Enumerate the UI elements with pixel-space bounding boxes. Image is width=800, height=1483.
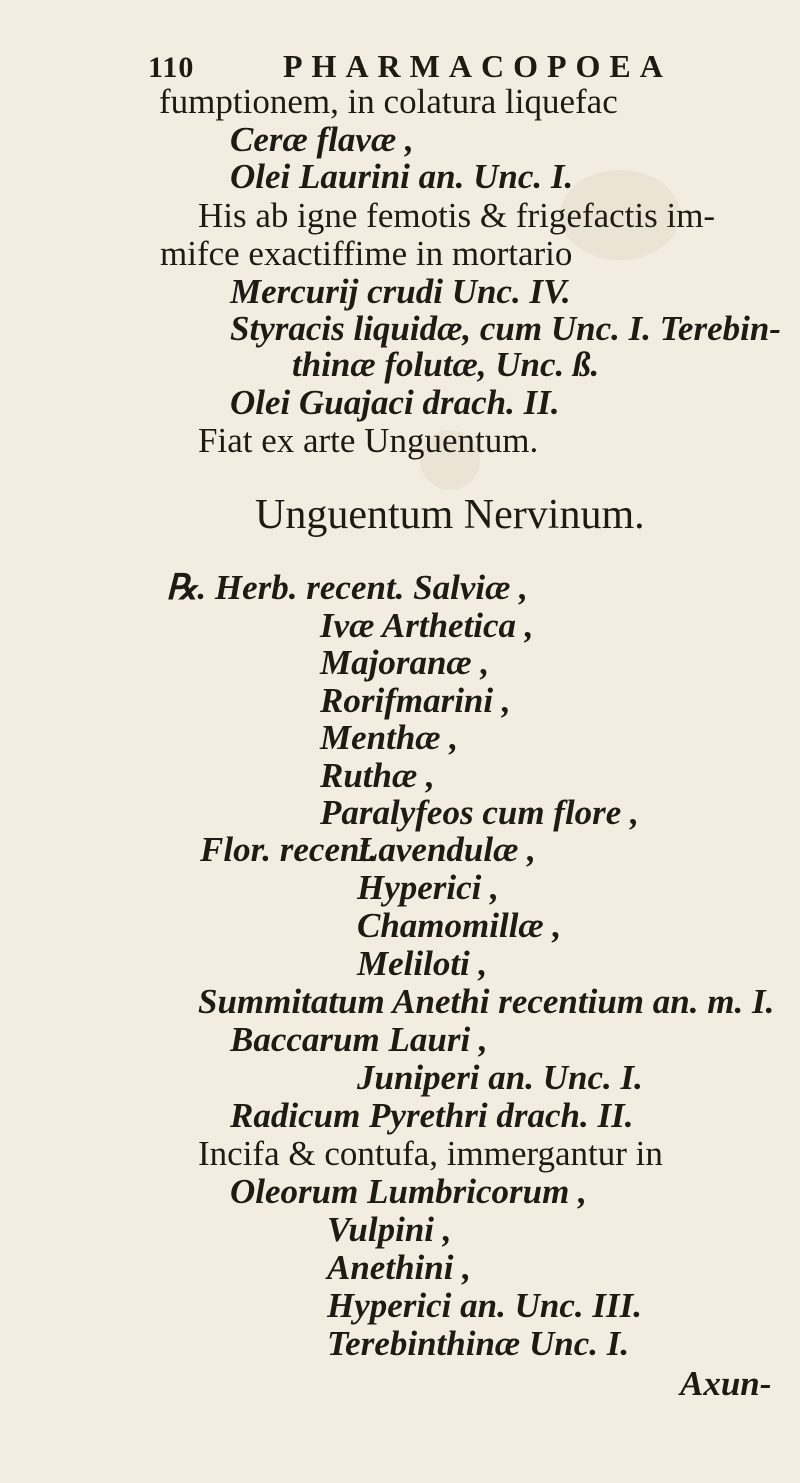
recipe-line: Terebinthinæ Unc. I. [327,1324,630,1363]
recipe-line: Incifa & contufa, immergantur in [198,1134,663,1173]
recipe-line: Juniperi an. Unc. I. [357,1058,643,1097]
recipe-line: ℞. Herb. recent. Salviæ , [166,568,528,607]
text-line: Ceræ flavæ , [230,120,414,159]
recipe-line: Ivæ Arthetica , [320,606,534,645]
recipe-line: Paralyfeos cum flore , [320,793,639,832]
running-title: PHARMACOPOEA [283,48,672,84]
recipe-line: Radicum Pyrethri drach. II. [230,1096,634,1135]
recipe-line: Baccarum Lauri , [230,1020,488,1059]
recipe-line: Rorifmarini , [320,681,511,720]
text-line: Olei Guajaci drach. II. [230,383,560,422]
recipe-line: Oleorum Lumbricorum , [230,1172,587,1211]
recipe-line: Anethini , [327,1248,471,1287]
recipe-line: Ruthæ , [320,756,435,795]
catchword: Axun- [680,1364,772,1403]
recipe-line: Majoranæ , [320,643,490,682]
recipe-line: Menthæ , [320,718,459,757]
text-line: fumptionem, in colatura liquefac [159,82,618,121]
recipe-line: Hyperici , [357,868,499,907]
recipe-line: Summitatum Anethi recentium an. m. I. [198,982,775,1021]
recipe-group-label: Flor. recent. [200,830,378,869]
text-line: Fiat ex arte Unguentum. [198,421,539,460]
text-line: Mercurij crudi Unc. IV. [230,272,571,311]
recipe-line: Chamomillæ , [357,906,562,945]
section-title: Unguentum Nervinum. [255,492,645,538]
text-line: Styracis liquidæ, cum Unc. I. Terebin- [230,309,781,348]
recipe-line: Vulpini , [327,1210,452,1249]
text-line: mifce exactiffime in mortario [160,234,573,273]
recipe-line: Hyperici an. Unc. III. [327,1286,642,1325]
text-line: Olei Laurini an. Unc. I. [230,157,574,196]
text-line: thinæ folutæ, Unc. ß. [292,345,600,384]
text-line: His ab igne femotis & frigefactis im- [198,196,716,235]
recipe-line: Meliloti , [357,944,488,983]
page-number: 110 [148,51,195,84]
recipe-line: Lavendulæ , [357,830,536,869]
